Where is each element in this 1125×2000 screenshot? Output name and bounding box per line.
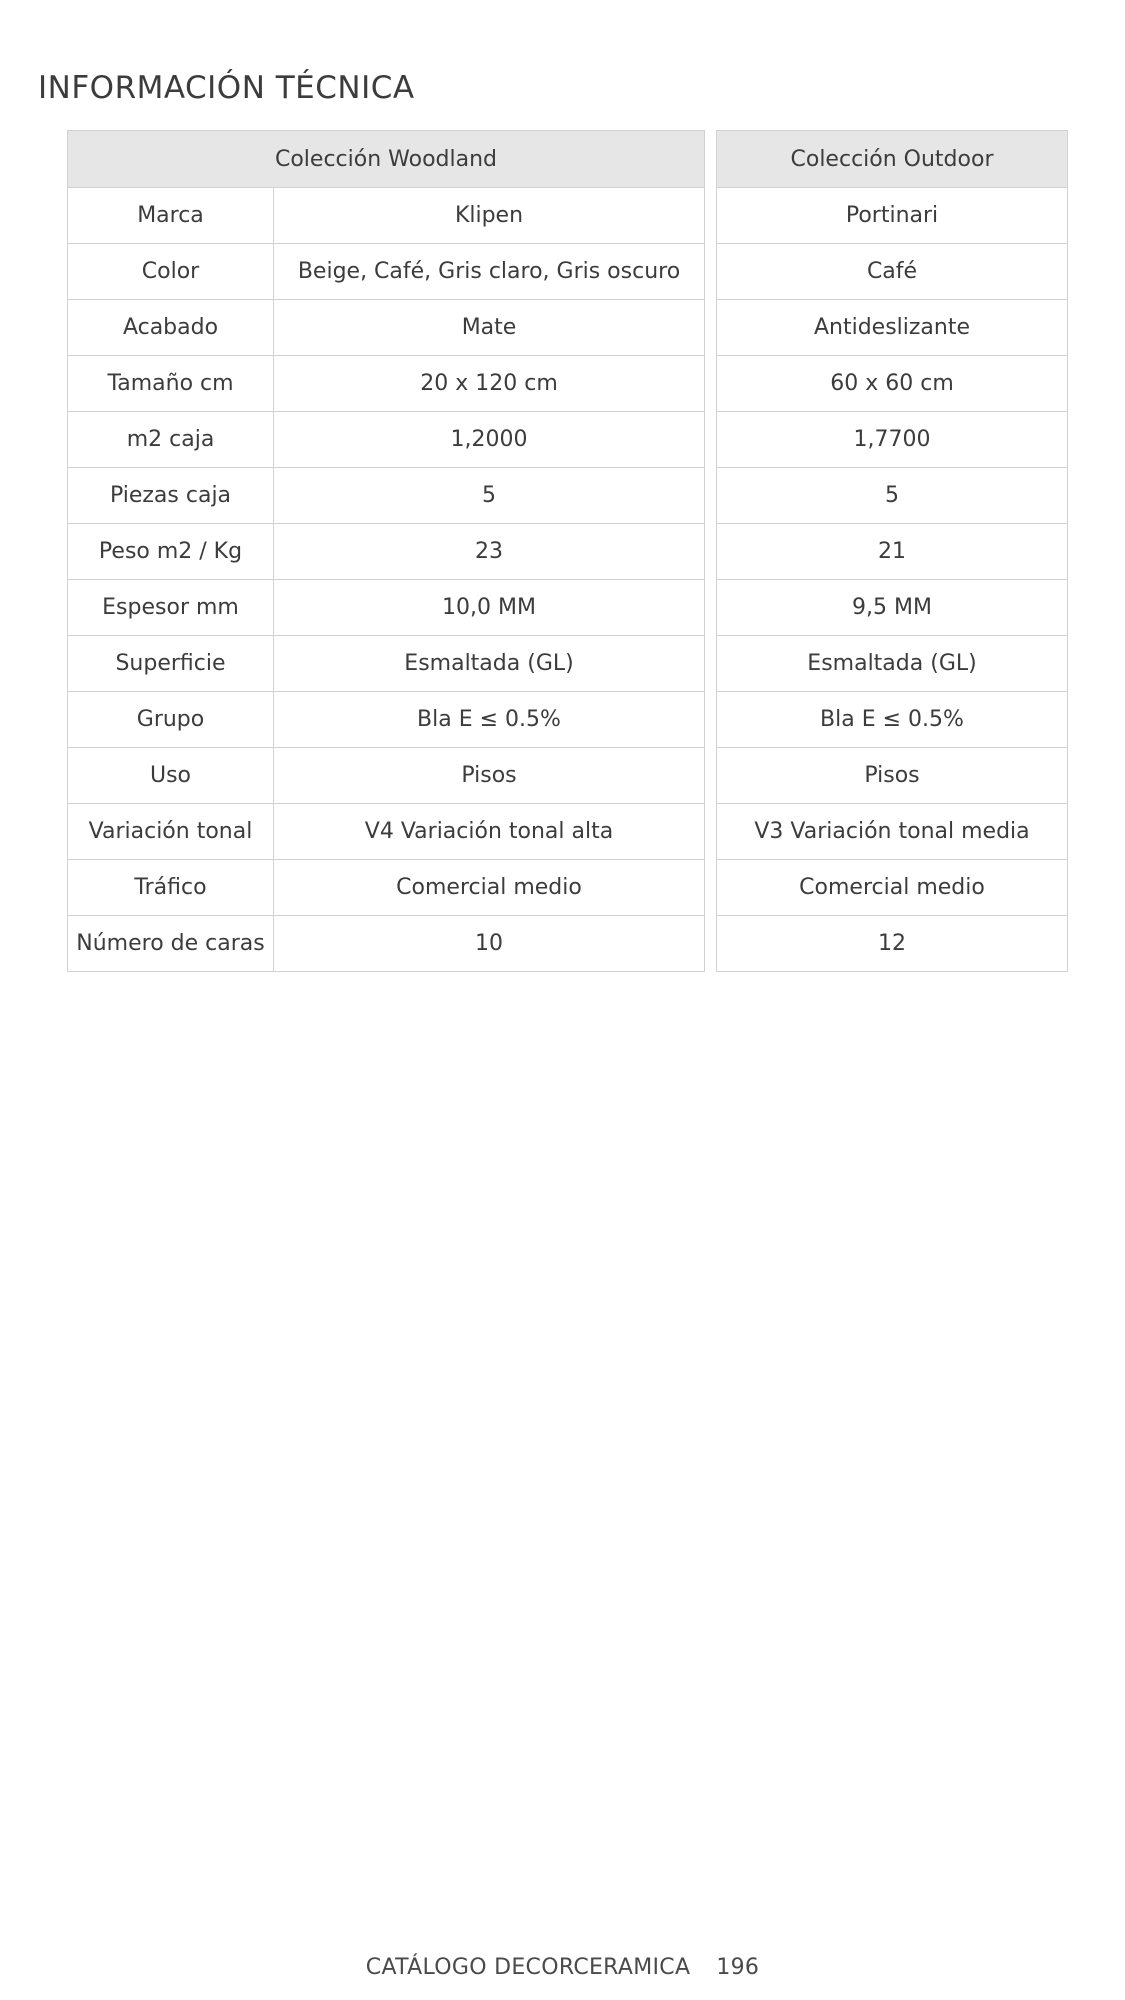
spec-value: Beige, Café, Gris claro, Gris oscuro — [274, 244, 705, 300]
spec-value: 21 — [717, 524, 1068, 580]
table-row — [68, 188, 705, 244]
spec-value: 12 — [717, 916, 1068, 972]
table-row — [717, 748, 1068, 804]
spec-label: m2 caja — [68, 412, 274, 468]
spec-value: Klipen — [274, 188, 705, 244]
table-row — [68, 524, 705, 580]
table-row — [717, 412, 1068, 468]
spec-label: Grupo — [68, 692, 274, 748]
spec-value: 1,2000 — [274, 412, 705, 468]
spec-label: Variación tonal — [68, 804, 274, 860]
table-row — [68, 636, 705, 692]
spec-label: Espesor mm — [68, 580, 274, 636]
spec-value: Comercial medio — [717, 860, 1068, 916]
table-row — [68, 692, 705, 748]
table-row — [717, 916, 1068, 972]
woodland-spec-table — [67, 130, 705, 972]
table-row — [717, 636, 1068, 692]
spec-value: 1,7700 — [717, 412, 1068, 468]
spec-value: Antideslizante — [717, 300, 1068, 356]
table-row — [717, 188, 1068, 244]
table-row — [717, 804, 1068, 860]
spec-label: Tamaño cm — [68, 356, 274, 412]
page-footer — [0, 1955, 1125, 1980]
spec-value: Pisos — [717, 748, 1068, 804]
spec-label: Número de caras — [68, 916, 274, 972]
table-row — [717, 860, 1068, 916]
page-number: 196 — [716, 1955, 760, 1980]
table-row — [68, 468, 705, 524]
spec-label: Peso m2 / Kg — [68, 524, 274, 580]
spec-value: Esmaltada (GL) — [717, 636, 1068, 692]
spec-value: 23 — [274, 524, 705, 580]
spec-value: Pisos — [274, 748, 705, 804]
spec-value: 9,5 MM — [717, 580, 1068, 636]
table-row — [717, 692, 1068, 748]
spec-value: Café — [717, 244, 1068, 300]
spec-value: Bla E ≤ 0.5% — [717, 692, 1068, 748]
table-row — [68, 748, 705, 804]
spec-label: Acabado — [68, 300, 274, 356]
spec-value: 10 — [274, 916, 705, 972]
spec-value: 60 x 60 cm — [717, 356, 1068, 412]
spec-value: Portinari — [717, 188, 1068, 244]
table-row — [68, 356, 705, 412]
spec-label: Superficie — [68, 636, 274, 692]
table-row — [717, 524, 1068, 580]
spec-value: 20 x 120 cm — [274, 356, 705, 412]
table-row — [68, 412, 705, 468]
spec-value: 10,0 MM — [274, 580, 705, 636]
spec-label: Color — [68, 244, 274, 300]
table-row — [717, 244, 1068, 300]
spec-value: Mate — [274, 300, 705, 356]
woodland-header: Colección Woodland — [68, 131, 705, 188]
table-row — [717, 356, 1068, 412]
table-row — [68, 580, 705, 636]
spec-value: Bla E ≤ 0.5% — [274, 692, 705, 748]
outdoor-header: Colección Outdoor — [717, 131, 1068, 188]
page-title: INFORMACIÓN TÉCNICA — [38, 70, 415, 106]
table-row — [68, 860, 705, 916]
spec-value: Esmaltada (GL) — [274, 636, 705, 692]
spec-value: 5 — [717, 468, 1068, 524]
catalog-name: CATÁLOGO DECORCERAMICA — [365, 1955, 691, 1980]
spec-label: Marca — [68, 188, 274, 244]
table-header-row — [68, 131, 705, 188]
table-row — [68, 244, 705, 300]
table-header-row — [717, 131, 1068, 188]
table-row — [717, 468, 1068, 524]
table-row — [717, 580, 1068, 636]
spec-value: V4 Variación tonal alta — [274, 804, 705, 860]
spec-value: Comercial medio — [274, 860, 705, 916]
table-row — [68, 916, 705, 972]
spec-value: 5 — [274, 468, 705, 524]
spec-label: Uso — [68, 748, 274, 804]
table-row — [68, 804, 705, 860]
table-row — [68, 300, 705, 356]
spec-label: Piezas caja — [68, 468, 274, 524]
spec-value: V3 Variación tonal media — [717, 804, 1068, 860]
outdoor-spec-table — [716, 130, 1068, 972]
spec-label: Tráfico — [68, 860, 274, 916]
table-row — [717, 300, 1068, 356]
